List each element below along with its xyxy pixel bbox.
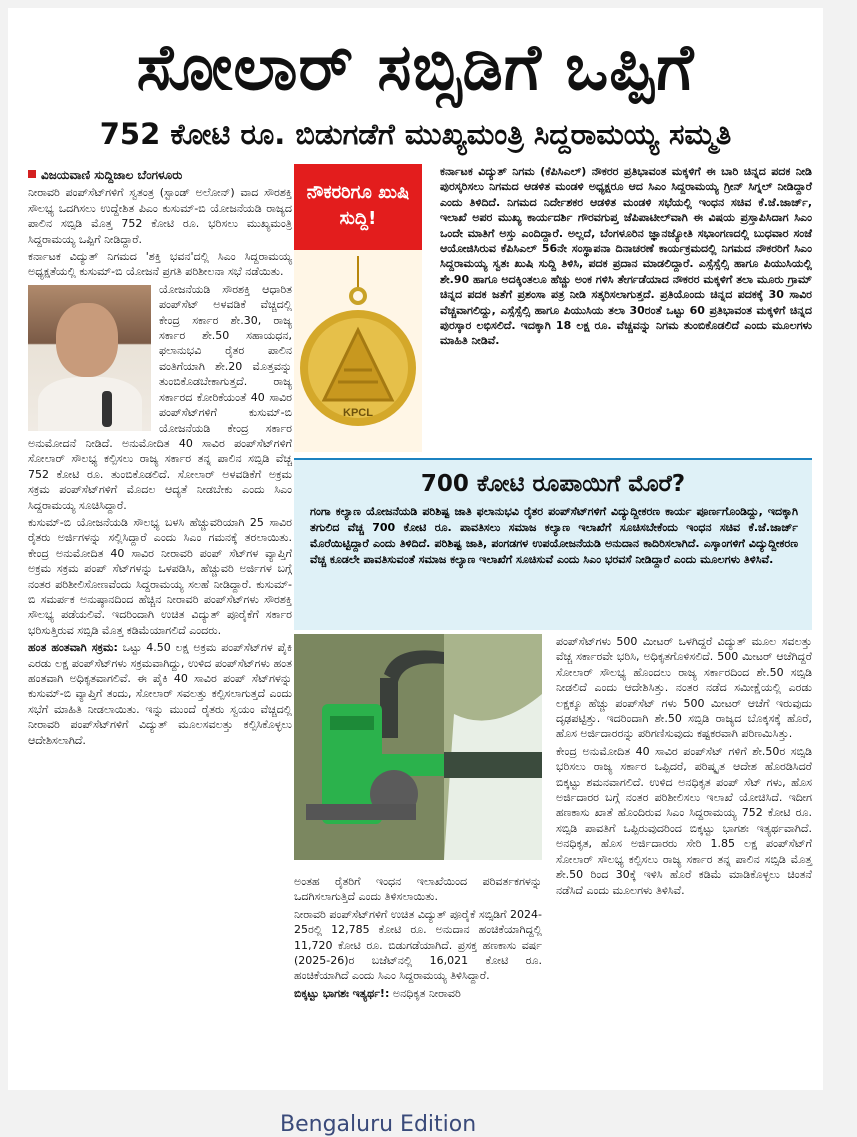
- subheading: ಬಿಕ್ಕಟ್ಟು ಭಾಗಶಃ ಇತ್ಯರ್ಥ!:: [294, 986, 390, 1000]
- employee-news-title: ನೌಕರರಿಗೂ ಖುಷಿ ಸುದ್ದಿ!: [294, 164, 422, 250]
- medal-text: KPCL: [343, 407, 373, 419]
- paragraph: ಕೇಂದ್ರ ಅನುಮೋದಿತ 40 ಸಾವಿರ ಪಂಪ್‌ಸೆಟ್ ಗಳಿಗೆ ಶೇ.50ರ ಸಬ್ಸಿಡಿ ಭರಿಸಲು ರಾಜ್ಯ ಸರ್ಕಾರ ಒಪ್ಪಿದರೆ, ಪರಿಷ್ಕೃತ ಆದೇಶ ಹೊರಡಿಸಿದರೆ ಬಿಕ್ಕಟ್ಟು ಶಮನವಾಗಲಿದೆ. ಉಳಿದ ಅನಧಿಕೃತ ಪಂಪ್ ಸೆಟ್ ಗಳು, ಹೊಸ ಅರ್ಜಿದಾರರ ಬಗ್ಗೆ ನಂತರ ಪರಿಶೀಲಿಸಲು ಇಲಾಖೆ ಯೋಚಿಸಿದೆ. ಇದೀಗ ಹಣಕಾಸು ಖಾತೆ ಹೊಂದಿರುವ ಸಿಎಂ ಸಿದ್ದರಾಮಯ್ಯ 752 ಕೋಟಿ ರೂ. ಸಬ್ಸಿಡಿ ಪಾವತಿಗೆ ಒಪ್ಪಿರುವುದರಿಂದ ಬಿಕ್ಕಟ್ಟು ಭಾಗಶಃ ಇತ್ಯರ್ಥವಾಗಿದೆ. ಅನಧಿಕೃತ, ಹೊಸ ಅರ್ಜಿದಾರರು ಸೇರಿ 1.85 ಲಕ್ಷ ಪಂಪ್‌ಸೆಟ್‌ಗೆ ಸೋಲಾರ್ ಸೌಲಭ್ಯ ಕಲ್ಪಿಸಲು ರಾಜ್ಯ ಸರ್ಕಾರ ತನ್ನ ಪಾಲಿನ ಸಬ್ಸಿಡಿ ಮೊತ್ತ ಶೇ.50 ರಿಂದ 30ಕ್ಕೆ ಇಳಿಸಿ ಹೊರೆ ಕಡಿಮೆ ಮಾಡಿಕೊಳ್ಳಲು ಚಿಂತನೆ ನಡೆಸಿದೆ ಎಂದು ಮೂಲಗಳು ತಿಳಿಸಿವೆ.: [556, 744, 812, 897]
- chief-minister-photo: [28, 285, 151, 431]
- edition-label: Bengaluru Edition: [280, 1112, 477, 1137]
- byline-text: ವಿಜಯವಾಣಿ ಸುದ್ದಿಜಾಲ ಬೆಂಗಳೂರು: [41, 168, 183, 182]
- paragraph: ಪಂಪ್‌ಸೆಟ್‌ಗಳು 500 ಮೀಟರ್ ಒಳಗಿದ್ದರೆ ವಿದ್ಯುತ್ ಮೂಲ ಸವಲತ್ತು ವೆಚ್ಚ ಸರ್ಕಾರವೇ ಭರಿಸಿ, ಅಧಿಕೃತಗೊಳಿಸಲಿದೆ. 500 ಮೀಟರ್ ಆಚೆಗಿದ್ದರೆ ಸೋಲಾರ್ ಸೌಲಭ್ಯ ಹೊಂದಲು ರಾಜ್ಯ ಸರ್ಕಾರದಿಂದ ಶೇ.50 ಸಬ್ಸಿಡಿ ನೀಡಲಿದೆ ಎಂದು ಆದೇಶಿಸಿತ್ತು. ನಂತರ ನಡೆದ ಸಮೀಕ್ಷೆಯಲ್ಲಿ ಎರಡು ಲಕ್ಷಕ್ಕೂ ಹೆಚ್ಚು ಪಂಪ್‌ಸೆಟ್ ಗಳು 500 ಮೀಟರ್ ಆಚೆಗೆ ಇರುವುದು ದೃಢಪಟ್ಟಿತ್ತು. ಇದರಿಂದಾಗಿ ಶೇ.50 ಸಬ್ಸಿಡಿ ರಾಜ್ಯದ ಬೊಕ್ಕಸಕ್ಕೆ ಹೊರೆ, ಹೊಸ ಅರ್ಜಿದಾರರನ್ನು ಪರಿಗಣಿಸುವುದು ಕಷ್ಟಕರವಾಗಿ ಪರಿಣಮಿಸಿತ್ತು.: [556, 635, 812, 741]
- box-text: ಗಂಗಾ ಕಲ್ಯಾಣ ಯೋಜನೆಯಡಿ ಪರಿಶಿಷ್ಟ ಜಾತಿ ಫಲಾನುಭವಿ ರೈತರ ಪಂಪ್‌ಸೆಟ್‌ಗಳಿಗೆ ವಿದ್ಯುದ್ದೀಕರಣ ಕಾರ್ಯ ಪೂರ್ಣಗೊಂಡಿದ್ದು, ಇದಕ್ಕಾಗಿ ತಗುಲಿದ ವೆಚ್ಚ 700 ಕೋಟಿ ರೂ. ಪಾವತಿಸಲು ಸಮಾಜ ಕಲ್ಯಾಣ ಇಲಾಖೆಗೆ ಸೂಚಿಸಬೇಕೆಂದು ಇಂಧನ ಸಚಿವ ಕೆ.ಜೆ.ಜಾರ್ಜ್ ಮೊರೆಯಿಟ್ಟಿದ್ದಾರೆ ಎಂದು ತಿಳಿದಿದೆ. ಪರಿಶಿಷ್ಟ ಜಾತಿ, ಪಂಗಡಗಳ ಉಪಯೋಜನೆಯಡಿ ಅನುದಾನ ಕಾದಿರಿಸಲಾಗಿದೆ. ಎಸ್ಕಾಂಗಳಿಗೆ ವಿದ್ಯುದ್ದೀಕರಣ ವೆಚ್ಚ ಕೂಡಲೇ ಪಾವತಿಸುವಂತೆ ಸಮಾಜ ಕಲ್ಯಾಣ ಇಲಾಖೆಗೆ ಸೂಚಿಸುವೆ ಎಂದು ಸಿಎಂ ಭರವಸೆ ನೀಡಿದ್ದಾರೆ ಎಂದು ಮೂಲಗಳು ತಿಳಿಸಿವೆ.: [310, 505, 798, 566]
- paragraph: ಕರ್ನಾಟಕ ವಿದ್ಯುತ್ ನಿಗಮದ 'ಶಕ್ತಿ ಭವನ'ದಲ್ಲಿ ಸಿಎಂ ಸಿದ್ದರಾಮಯ್ಯ ಅಧ್ಯಕ್ಷತೆಯಲ್ಲಿ ಕುಸುಮ್-ಬಿ ಯೋಜನೆ ಪ್ರಗತಿ ಪರಿಶೀಲನಾ ಸಭೆ ನಡೆಯಿತು.: [28, 250, 292, 279]
- subheading: ಹಂತ ಹಂತವಾಗಿ ಸಕ್ರಮ:: [28, 641, 118, 655]
- highlight-box: [294, 458, 812, 630]
- paragraph: ಹಂತ ಹಂತವಾಗಿ ಸಕ್ರಮ: ಒಟ್ಟು 4.50 ಲಕ್ಷ ಅಕ್ರಮ ಪಂಪ್‌ಸೆಟ್‌ಗಳ ಪೈಕಿ ಎರಡು ಲಕ್ಷ ಪಂಪ್‌ಸೆಟ್‌ಗಳು ಸಕ್ರಮವಾಗಿದ್ದು, ಉಳಿದ ಪಂಪ್‌ಸೆಟ್‌ಗಳು ಹಂತ ಹಂತವಾಗಿ ಅಧಿಕೃತವಾಗಲಿವೆ. ಈ ಪೈಕಿ 40 ಸಾವಿರ ಪಂಪ್ ಸೆಟ್‌ಗಳನ್ನು ಕುಸುಮ್-ಬಿ ವ್ಯಾಪ್ತಿಗೆ ತಂದು, ಸೋಲಾರ್ ಸವಲತ್ತು ಕಲ್ಪಿಸಲಾಗುತ್ತದೆ ಎಂದು ಸಭೆಗೆ ಮಾಹಿತಿ ನೀಡಲಾಯಿತು. ಇನ್ನು ಮುಂದೆ ರೈತರು ಸ್ವಯಂ ವೆಚ್ಚದಲ್ಲಿ ನೀರಾವರಿ ಪಂಪ್‌ಸೆಟ್‌ಗಳಿಗೆ ವಿದ್ಯುತ್ ಮೂಲಸವಲತ್ತು ಕಲ್ಪಿಸಿಕೊಳ್ಳಲು ಆದೇಶಿಸಲಾಗಿದೆ.: [28, 641, 292, 747]
- bottom-right-column: [556, 634, 812, 900]
- headline: ಸೋಲಾರ್ ಸಬ್ಸಿಡಿಗೆ ಒಪ್ಪಿಗೆ: [136, 31, 695, 105]
- paragraph: ನೀರಾವರಿ ಪಂಪ್‌ಸೆಟ್‌ಗಳಿಗೆ ಸ್ವತಂತ್ರ (ಸ್ಟಾಂಡ್ ಅಲೋನ್) ವಾದ ಸೌರಶಕ್ತಿ ಸೌಲಭ್ಯ ಒದಗಿಸಲು ಉದ್ದೇಶಿತ ಪಿಎಂ ಕುಸುಮ್-ಬಿ ಯೋಜನೆಯಡಿ ರಾಜ್ಯದ ಪಾಲಿನ ಸಬ್ಸಿಡಿ ಮೊತ್ತ 752 ಕೋಟಿ ರೂ. ಭರಿಸಲು ಮುಖ್ಯಮಂತ್ರಿ ಸಿದ್ದರಾಮಯ್ಯ ಒಪ್ಪಿಗೆ ನೀಡಿದ್ದಾರೆ.: [28, 186, 292, 246]
- microphone-icon: [102, 391, 112, 427]
- paragraph: ಯೋಜನೆಯಡಿ ಸೌರಶಕ್ತಿ ಆಧಾರಿತ ಪಂಪ್‌ಸೆಟ್ ಅಳವಡಿಕೆ ವೆಚ್ಚದಲ್ಲಿ ಕೇಂದ್ರ ಸರ್ಕಾರ ಶೇ.30, ರಾಜ್ಯ ಸರ್ಕಾರ ಶೇ.50 ಸಹಾಯಧನ, ಫಲಾನುಭವಿ ರೈತರ ಪಾಲಿನ ವಂತಿಗೆಯಾಗಿ ಶೇ.20 ಮೊತ್ತವನ್ನು ತುಂಬಿಕೊಡಬೇಕಾಗುತ್ತದೆ. ರಾಜ್ಯ ಸರ್ಕಾರದ ಕೋರಿಕೆಯಂತೆ 40 ಸಾವಿರ ಪಂಪ್‌ಸೆಟ್‌ಗಳಿಗೆ ಕುಸುಮ್-ಬಿ ಯೋಜನೆಯಡಿ ಕೇಂದ್ರ ಸರ್ಕಾರ ಅನುಮೋದನೆ ನೀಡಿದೆ. ಅನುಮೋದಿತ 40 ಸಾವಿರ ಪಂಪ್‌ಸೆಟ್‌ಗಳಿಗೆ ಸೋಲಾರ್ ಸೌಲಭ್ಯ ಕಲ್ಪಿಸಲು ರಾಜ್ಯ ಸರ್ಕಾರ ತನ್ನ ಪಾಲಿನ ಸಬ್ಸಿಡಿ ವೆಚ್ಚ 752 ಕೋಟಿ ರೂ. ತುಂಬಿಕೊಡಲಿದೆ. ಸೋಲಾರ್ ಅಳವಡಿಕೆಗೆ ಅಕ್ರಮ ಸಕ್ರಮ ಪಂಪ್‌ಸೆಟ್‌ಗಳಿಗೆ ಮೊದಲ ಆದ್ಯತೆ ನೀಡಬೇಕು ಎಂದು ಸಿಎಂ ಸಿದ್ದರಾಮಯ್ಯ ಸೂಚಿಸಿದ್ದಾರೆ.: [28, 282, 292, 512]
- box-title: 700 ಕೋಟಿ ರೂಪಾಯಿಗೆ ಮೊರೆ?: [420, 471, 686, 497]
- main-story-column: [28, 168, 292, 750]
- paragraph: ಬಿಕ್ಕಟ್ಟು ಭಾಗಶಃ ಇತ್ಯರ್ಥ!: ಅನಧಿಕೃತ ನೀರಾವರಿ: [294, 986, 461, 1000]
- square-bullet-icon: [28, 170, 36, 178]
- paragraph: ಕುಸುಮ್-ಬಿ ಯೋಜನೆಯಡಿ ಸೌಲಭ್ಯ ಬಳಸಿ ಹೆಚ್ಚುವರಿಯಾಗಿ 25 ಸಾವಿರ ರೈತರು ಅರ್ಜಿಗಳನ್ನು ಸಲ್ಲಿಸಿದ್ದಾರೆ ಎಂದು ಸಿಎಂ ಗಮನಕ್ಕೆ ತರಲಾಯಿತು. ಕೇಂದ್ರ ಅನುಮೋದಿತ 40 ಸಾವಿರ ನೀರಾವರಿ ಪಂಪ್ ಸೆಟ್‌ಗಳ ವ್ಯಾಪ್ತಿಗೆ ಅಕ್ರಮ ಸಕ್ರಮ ಪಂಪ್ ಸೆಟ್‌ಗಳನ್ನು ಒಳಪಡಿಸಿ, ಹೆಚ್ಚುವರಿ ಅರ್ಜಿಗಳ ಬಗ್ಗೆ ನಂತರ ಪರಿಶೀಲಿಸೋಣವೆಂದು ಸಿದ್ದರಾಮಯ್ಯ ಸಲಹೆ ನೀಡಿದ್ದಾರೆ. ಕುಸುಮ್-ಬಿ ಸಮರ್ಪಕ ಅನುಷ್ಠಾನದಿಂದ ಹೆಚ್ಚಿನ ನೀರಾವರಿ ಪಂಪ್‌ಸೆಟ್‌ಗಳು ಸೌರಶಕ್ತಿ ಸೌಲಭ್ಯ ಪಡೆಯಲಿವೆ. ಇದರಿಂದಾಗಿ ಉಚಿತ ವಿದ್ಯುತ್ ಪೂರೈಕೆಗೆ ಸರ್ಕಾರ ಭರಿಸುತ್ತಿರುವ ಸಬ್ಸಿಡಿ ಮೊತ್ತ ಕಡಿಮೆಯಾಗಲಿದೆ ಎಂದರು.: [28, 515, 292, 637]
- paragraph: ಅಂತಹ ರೈತರಿಗೆ ಇಂಧನ ಇಲಾಖೆಯಿಂದ ಪರಿವರ್ತಕಗಳನ್ನು ಒದಗಿಸಲಾಗುತ್ತಿದೆ ಎಂದು ತಿಳಿಸಲಾಯಿತು.: [294, 875, 542, 904]
- employee-story-column: [440, 164, 812, 351]
- gold-medal-image: [294, 250, 422, 452]
- byline: [28, 168, 292, 183]
- bottom-middle-column: [294, 874, 542, 1003]
- paragraph: ನೀರಾವರಿ ಪಂಪ್‌ಸೆಟ್‌ಗಳಿಗೆ ಉಚಿತ ವಿದ್ಯುತ್ ಪೂರೈಕೆ ಸಬ್ಸಿಡಿಗೆ 2024-25ರಲ್ಲಿ 12,785 ಕೋಟಿ ರೂ. ಅನುದಾನ ಹಂಚಿಕೆಯಾಗಿದ್ದಲ್ಲಿ 11,720 ಕೋಟಿ ರೂ. ಬಿಡುಗಡೆಯಾಗಿದೆ. ಪ್ರಸಕ್ತ ಹಣಕಾಸು ವರ್ಷ (2025-26)ರ ಬಜೆಟ್‌ನಲ್ಲಿ 16,021 ಕೋಟಿ ರೂ. ಹಂಚಿಕೆಯಾಗಿದೆ ಎಂದು ಸಿಎಂ ಸಿದ್ದರಾಮಯ್ಯ ತಿಳಿಸಿದ್ದಾರೆ.: [294, 907, 542, 983]
- employee-news-box: [294, 164, 422, 452]
- subheadline: 752 ಕೋಟಿ ರೂ. ಬಿಡುಗಡೆಗೆ ಮುಖ್ಯಮಂತ್ರಿ ಸಿದ್ದರಾಮಯ್ಯ ಸಮ್ಮತಿ: [99, 117, 732, 151]
- pump-illustration-icon: [294, 634, 542, 860]
- medal-icon: [294, 250, 422, 452]
- newspaper-page: [8, 8, 823, 1090]
- solar-pump-photo: [294, 634, 542, 860]
- paragraph: ಕರ್ನಾಟಕ ವಿದ್ಯುತ್ ನಿಗಮ (ಕೆಪಿಸಿಎಲ್) ನೌಕರರ ಪ್ರತಿಭಾವಂತ ಮಕ್ಕಳಿಗೆ ಈ ಬಾರಿ ಚಿನ್ನದ ಪದಕ ನೀಡಿ ಪುರಸ್ಕರಿಸಲು ನಿಗಮದ ಆಡಳಿತ ಮಂಡಳಿ ಅಧ್ಯಕ್ಷರೂ ಆದ ಸಿಎಂ ಸಿದ್ದರಾಮಯ್ಯ ಗ್ರೀನ್ ಸಿಗ್ನಲ್ ನೀಡಿದ್ದಾರೆ ಎಂದು ತಿಳಿದಿದೆ. ನಿಗಮದ ನಿರ್ದೇಶಕರ ಆಡಳಿತ ಮಂಡಳಿ ಸಭೆಯಲ್ಲಿ ಇಂಧನ ಸಚಿವ ಕೆ.ಜೆ.ಜಾರ್ಜ್, ಇಲಾಖೆ ಅಪರ ಮುಖ್ಯ ಕಾರ್ಯದರ್ಶಿ ಗೌರವಗುಪ್ತ ಜೆಪಿಪಾಟೀಲ್‌ವಾಗಿ ಈ ವಿಷಯ ಪ್ರಸ್ತಾಪಿಸಿದಾಗ ಸಿಎಂ ಒಂದೇ ಮಾತಿಗೆ ಅಸ್ತು ಎಂದಿದ್ದಾರೆ. ಅಲ್ಲದೆ, ಬೆಂಗಳೂರಿನ ಜ್ಞಾನಜ್ಯೋತಿ ಸಭಾಂಗಣದಲ್ಲಿ ಬುಧವಾರ ಸಂಜೆ ಆಯೋಜಿಸಿರುವ ಕೆಪಿಸಿಎಲ್ 56ನೇ ಸಂಸ್ಥಾಪನಾ ದಿನಾಚರಣೆ ಕಾರ್ಯಕ್ರಮದಲ್ಲಿ ನಿಗಮದ ನೌಕರರಿಗೆ ಸಿಎಂ ಸಿದ್ದರಾಮಯ್ಯ ಸ್ವತಃ ಖುಷಿ ಸುದ್ದಿ ತಿಳಿಸಿ, ಪದಕ ಪ್ರದಾನ ಮಾಡಲಿದ್ದಾರೆ. ಎಸ್ಸೆಸ್ಸೆಲ್ಸಿ ಹಾಗೂ ಪಿಯುಸಿಯಲ್ಲಿ ಶೇ.90 ಹಾಗೂ ಅದಕ್ಕಿಂತಲೂ ಹೆಚ್ಚು ಅಂಕ ಗಳಿಸಿ ತೇರ್ಗಡೆಯಾದ ನೌಕರರ ಮಕ್ಕಳಿಗೆ ತಲಾ ಮೂರು ಗ್ರಾಮ್ ಚಿನ್ನದ ಪದಕ ಜತೆಗೆ ಪ್ರಶಂಸಾ ಪತ್ರ ನೀಡಿ ಸತ್ಕರಿಸಲಾಗುತ್ತದೆ. ಪ್ರತಿಯೊಂದು ಚಿನ್ನದ ಪದಕಕ್ಕೆ 30 ಸಾವಿರ ವೆಚ್ಚವಾಗಲಿದ್ದು, ಎಸ್ಸೆಸ್ಸೆಲ್ಸಿ ಹಾಗೂ ಪಿಯುಸಿಯ ತಲಾ 30ರಂತೆ ಒಟ್ಟು 60 ಪ್ರತಿಭಾವಂತ ಮಕ್ಕಳಿಗೆ ಚಿನ್ನದ ಪುರಸ್ಕಾರ ಲಭಿಸಲಿದೆ. ಇದಕ್ಕಾಗಿ 18 ಲಕ್ಷ ರೂ. ವೆಚ್ಚವನ್ನು ನಿಗಮ ತುಂಬಿಕೊಡಲಿದೆ ಎಂದು ಮೂಲಗಳು ಮಾಹಿತಿ ನೀಡಿವೆ.: [440, 165, 812, 348]
